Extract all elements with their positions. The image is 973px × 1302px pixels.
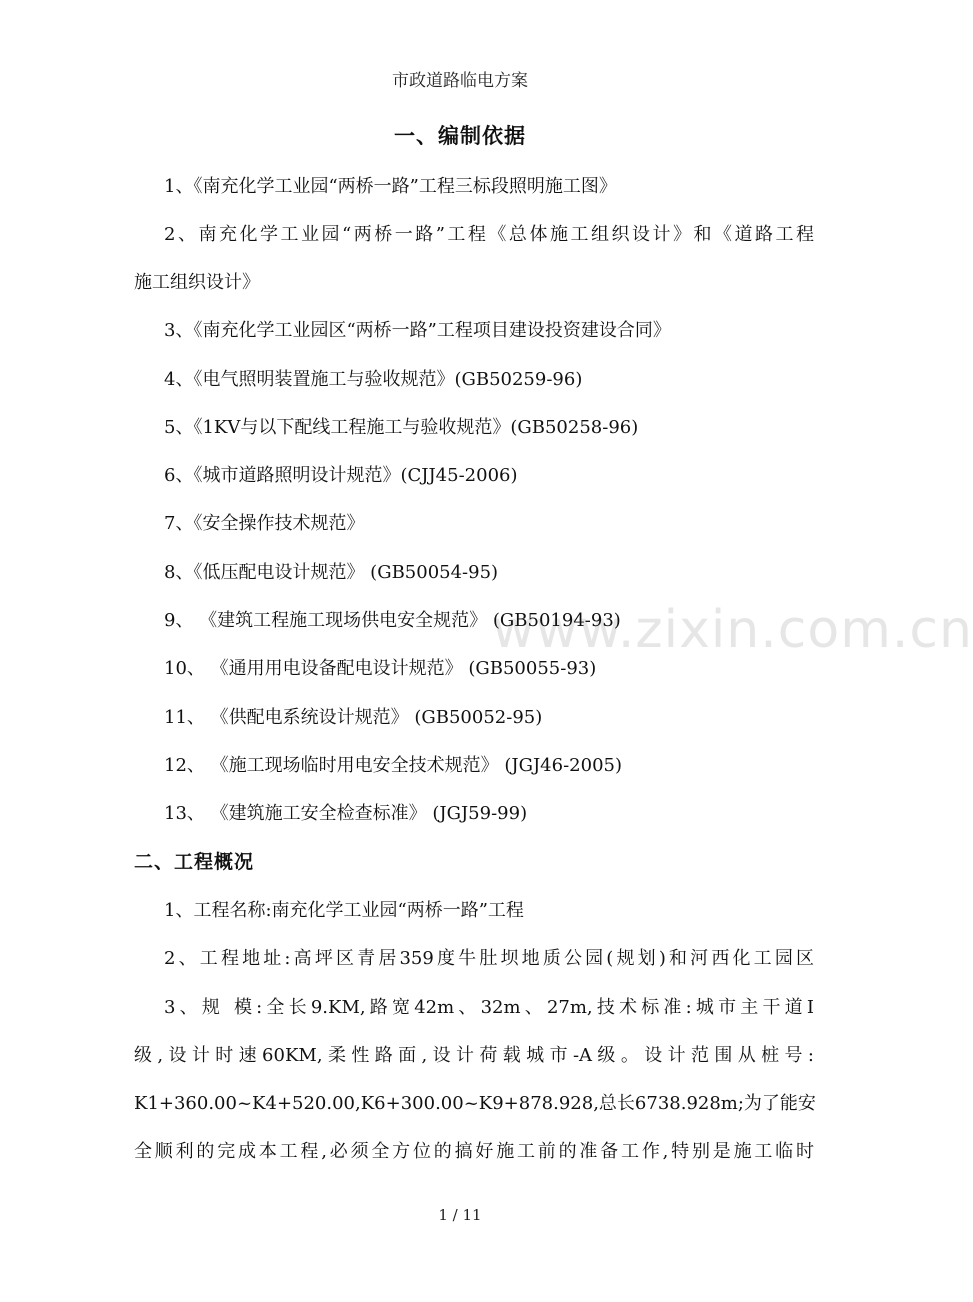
basis-item-10: 10、 《通用用电设备配电设计规范》 (GB50055-93) [164,658,597,679]
basis-item-7: 7、《安全操作技术规范》 [164,513,365,534]
overview-item-2: 2、工程地址:高坪区青居359度牛肚坝地质公园(规划)和河西化工园区 [164,948,814,969]
basis-item-2-cont: 施工组织设计》 [134,272,260,293]
page-number: 1 / 11 [438,1206,482,1224]
overview-item-3-cont-3: 全顺利的完成本工程,必须全方位的搞好施工前的准备工作,特别是施工临时 [134,1141,814,1162]
basis-item-2: 2、南充化学工业园“两桥一路”工程《总体施工组织设计》和《道路工程 [164,224,814,245]
basis-item-3: 3、《南充化学工业园区“两桥一路”工程项目建设投资建设合同》 [164,320,671,341]
section-title-overview: 二、工程概况 [134,851,255,873]
overview-item-1: 1、工程名称:南充化学工业园“两桥一路”工程 [164,900,524,921]
basis-item-8: 8、《低压配电设计规范》 (GB50054-95) [164,562,499,583]
overview-item-3: 3、规 模:全长9.KM,路宽42m、32m、27m,技术标准:城市主干道Ⅰ [164,997,814,1018]
watermark: www.zixin.com.cn [492,600,973,660]
basis-item-4: 4、《电气照明装置施工与验收规范》(GB50259-96) [164,369,583,390]
basis-item-6: 6、《城市道路照明设计规范》(CJJ45-2006) [164,465,518,486]
basis-item-11: 11、 《供配电系统设计规范》 (GB50052-95) [164,707,543,728]
basis-item-12: 12、 《施工现场临时用电安全技术规范》 (JGJ46-2005) [164,755,622,776]
overview-item-3-cont-2: K1+360.00~K4+520.00,K6+300.00~K9+878.928,总长6738.928m;为了能安 [134,1093,816,1114]
overview-item-3-cont-1: 级,设计时速60KM,柔性路面,设计荷载城市-A级。设计范围从桩号: [134,1045,814,1066]
page-header: 市政道路临电方案 [392,71,528,91]
basis-item-5: 5、《1KV与以下配线工程施工与验收规范》(GB50258-96) [164,417,639,438]
section-title-basis: 一、编制依据 [394,123,526,148]
basis-item-9: 9、 《建筑工程施工现场供电安全规范》 (GB50194-93) [164,610,621,631]
basis-item-13: 13、 《建筑施工安全检查标准》 (JGJ59-99) [164,803,528,824]
basis-item-1: 1、《南充化学工业园“两桥一路”工程三标段照明施工图》 [164,176,617,197]
